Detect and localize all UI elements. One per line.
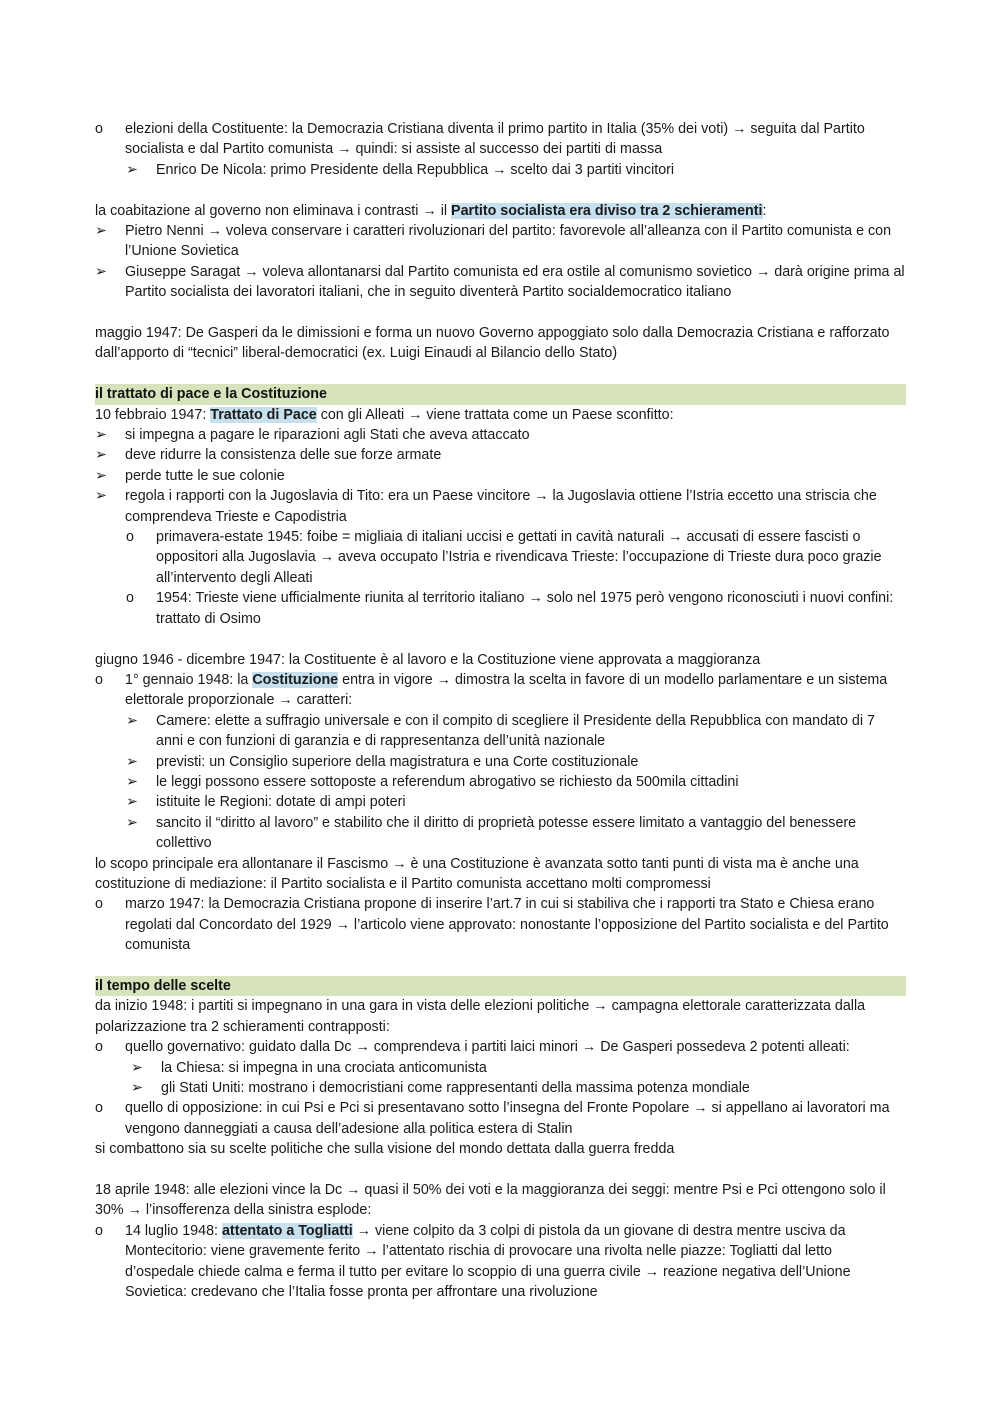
paragraph-text: la Chiesa: si impegna in una crociata anticomunista [161, 1059, 487, 1076]
highlighted-text: attentato a Togliatti [221, 1222, 353, 1239]
circle-bullet: o [95, 896, 103, 913]
list-item [95, 1221, 905, 1303]
list-item [95, 445, 905, 465]
paragraph-text: regola i rapporti con la Jugoslavia di Tito: era un Paese vincitore → la Jugoslavia ottiene l’Istria eccetto una striscia che comprendeva Trieste e Capodistria [125, 488, 877, 525]
paragraph-text: Enrico De Nicola: primo Presidente della Repubblica → scelto dai 3 partiti vincitori [156, 161, 675, 178]
paragraph-text: 14 luglio 1948: [125, 1222, 222, 1239]
document-body [95, 119, 905, 1302]
arrow-bullet-icon: ➢ [95, 223, 107, 240]
circle-bullet: o [95, 1039, 103, 1056]
paragraph-text: gli Stati Uniti: mostrano i democristiani come rappresentanti della massima potenza mondiale [161, 1080, 750, 1097]
circle-bullet: o [95, 1100, 103, 1117]
arrow-bullet-icon: ➢ [95, 447, 107, 464]
circle-bullet: o [95, 1222, 103, 1239]
paragraph-text: istituite le Regioni: dotate di ampi poteri [156, 794, 406, 811]
arrow-bullet-icon: ➢ [126, 814, 138, 831]
highlighted-text: Costituzione [252, 671, 339, 688]
list-item [95, 160, 905, 180]
list-item [95, 1058, 905, 1078]
list-item [95, 486, 905, 527]
section-heading: il trattato di pace e la Costituzione [95, 384, 906, 404]
list-item [95, 894, 905, 955]
paragraph: lo scopo principale era allontanare il Fascismo → è una Costituzione è avanzata sotto tanti punti di vista ma è anche una costituzione di mediazione: il Partito socialista e il Partito comunista accettano molti compromessi [95, 855, 859, 892]
arrow-bullet-icon: ➢ [95, 488, 107, 505]
paragraph-text: le leggi possono essere sottoposte a referendum abrogativo se richiesto da 500mila cittadini [156, 773, 739, 790]
paragraph: maggio 1947: De Gasperi da le dimissioni e forma un nuovo Governo appoggiato solo dalla Democrazia Cristiana e rafforzato dall’apporto di “tecnici” liberal-democratici (ex. Luigi Einaudi al Bilancio dello Stato) [95, 325, 890, 362]
paragraph: si combattono sia su scelte politiche che sulla visione del mondo dettata dalla guerra fredda [95, 1141, 675, 1158]
list-item [95, 466, 905, 486]
paragraph-text: 10 febbraio 1947: [95, 406, 211, 423]
paragraph-text: Camere: elette a suffragio universale e con il compito di scegliere il Presidente della Repubblica con mandato di 7 anni e con funzioni di garanzia e di rappresentanza dell’unità nazionale [156, 712, 875, 750]
list-item [95, 425, 905, 445]
paragraph-text: la coabitazione al governo non eliminava i contrasti → il [95, 202, 452, 219]
list-item [95, 119, 905, 160]
paragraph: 18 aprile 1948: alle elezioni vince la Dc → quasi il 50% dei voti e la maggioranza dei seggi: mentre Psi e Pci ottengono solo il 30% → l’insofferenza della sinistra esplode: [95, 1182, 886, 1219]
paragraph-text: perde tutte le sue colonie [125, 467, 285, 484]
circle-bullet: o [126, 529, 134, 546]
paragraph-text: con gli Alleati → viene trattata come un Paese sconfitto: [316, 406, 674, 423]
arrow-bullet-icon: ➢ [126, 161, 138, 178]
paragraph-text: 1954: Trieste viene ufficialmente riunita al territorio italiano → solo nel 1975 però vengono riconosciuti i nuovi confini: trattato di Osimo [156, 590, 894, 627]
list-item [95, 792, 905, 812]
paragraph-text: si impegna a pagare le riparazioni agli Stati che aveva attaccato [125, 427, 530, 444]
highlighted-text: Trattato di Pace [210, 406, 317, 423]
paragraph-text: quello governativo: guidato dalla Dc → comprendeva i partiti laici minori → De Gasperi possedeva 2 potenti alleati: [125, 1039, 850, 1056]
circle-bullet: o [126, 590, 134, 607]
arrow-bullet-icon: ➢ [131, 1080, 143, 1097]
arrow-bullet-icon: ➢ [95, 263, 107, 280]
section-heading: il tempo delle scelte [95, 976, 906, 996]
circle-bullet: o [95, 121, 103, 137]
paragraph: giugno 1946 - dicembre 1947: la Costituente è al lavoro e la Costituzione viene approvata a maggioranza [95, 651, 761, 668]
paragraph-text: deve ridurre la consistenza delle sue forze armate [125, 447, 442, 464]
paragraph [95, 201, 905, 221]
list-item [95, 1078, 905, 1098]
paragraph-text: : [762, 202, 767, 219]
arrow-bullet-icon: ➢ [131, 1059, 143, 1076]
list-item [95, 711, 905, 752]
paragraph: da inizio 1948: i partiti si impegnano in una gara in vista delle elezioni politiche → campagna elettorale caratterizzata dalla polarizzazione tra 2 schieramenti contrapposti: [95, 998, 866, 1035]
list-item [95, 221, 905, 262]
list-item [95, 670, 905, 711]
paragraph-text: Giuseppe Saragat → voleva allontanarsi dal Partito comunista ed era ostile al comunismo sovietico → darà origine prima al Partito socialista dei lavoratori italiani, che in seguito diventerà Partito socialdemocratico italiano [125, 263, 905, 301]
list-item [95, 1037, 905, 1057]
list-item [95, 772, 905, 792]
arrow-bullet-icon: ➢ [95, 467, 107, 484]
arrow-bullet-icon: ➢ [126, 794, 138, 811]
paragraph-text: marzo 1947: la Democrazia Cristiana propone di inserire l’art.7 in cui si stabiliva che i rapporti tra Stato e Chiesa erano regolati dal Concordato del 1929 → l’articolo viene approvato: nonostante l’opposizione del Partito socialista e del Partito comunista [125, 896, 889, 954]
highlighted-text: Partito socialista era diviso tra 2 schieramenti [451, 202, 763, 219]
circle-bullet: o [95, 671, 103, 688]
paragraph-text: previsti: un Consiglio superiore della magistratura e una Corte costituzionale [156, 753, 639, 770]
list-item [95, 527, 905, 588]
arrow-bullet-icon: ➢ [126, 773, 138, 790]
paragraph-text: entra in vigore → dimostra la scelta in favore di un modello parlamentare e un sistema elettorale proporzionale → caratteri: [125, 671, 888, 709]
paragraph-text: Pietro Nenni → voleva conservare i caratteri rivoluzionari del partito: favorevole all’alleanza con il Partito comunista e con l’Unione Sovietica [125, 223, 892, 260]
paragraph-text: quello di opposizione: in cui Psi e Pci si presentavano sotto l’insegna del Fronte Popolare → si appellano ai lavoratori ma vengono danneggiati a causa dell’adesione alla politica estera di Stalin [125, 1100, 890, 1137]
arrow-bullet-icon: ➢ [126, 712, 138, 729]
paragraph-text: 1° gennaio 1948: la [125, 671, 253, 688]
list-item [95, 1098, 905, 1139]
paragraph-text: elezioni della Costituente: la Democrazia Cristiana diventa il primo partito in Italia (35% dei voti) → seguita dal Partito socialista e dal Partito comunista → quindi: si assiste al successo dei partiti di massa [125, 121, 865, 158]
arrow-bullet-icon: ➢ [95, 427, 107, 444]
paragraph-text: sancito il “diritto al lavoro” e stabilito che il diritto di proprietà potesse essere limitato a vantaggio del benessere collettivo [156, 814, 857, 852]
arrow-bullet-icon: ➢ [126, 753, 138, 770]
list-item [95, 752, 905, 772]
list-item [95, 262, 905, 303]
list-item [95, 813, 905, 854]
paragraph [95, 405, 905, 425]
paragraph-text: → viene colpito da 3 colpi di pistola da un giovane di destra mentre usciva da Montecitorio: viene gravemente ferito → l’attentato rischia di provocare una rivolta nelle piazze: Togliatti dal letto d’ospedale chiede calma e ferma il tutto per evitare lo scoppio di una guerra civile → reazione negativa dell’Unione Sovietica: credevano che l’Italia fosse pronta per affrontare una rivoluzione [125, 1222, 851, 1301]
list-item [95, 588, 905, 629]
paragraph-text: primavera-estate 1945: foibe = migliaia di italiani uccisi e gettati in cavità naturali → accusati di essere fascisti o oppositori alla Jugoslavia → aveva occupato l’Istria e rivendicava Trieste: l’occupazione di Trieste dura poco grazie all’intervento degli Alleati [156, 529, 882, 586]
